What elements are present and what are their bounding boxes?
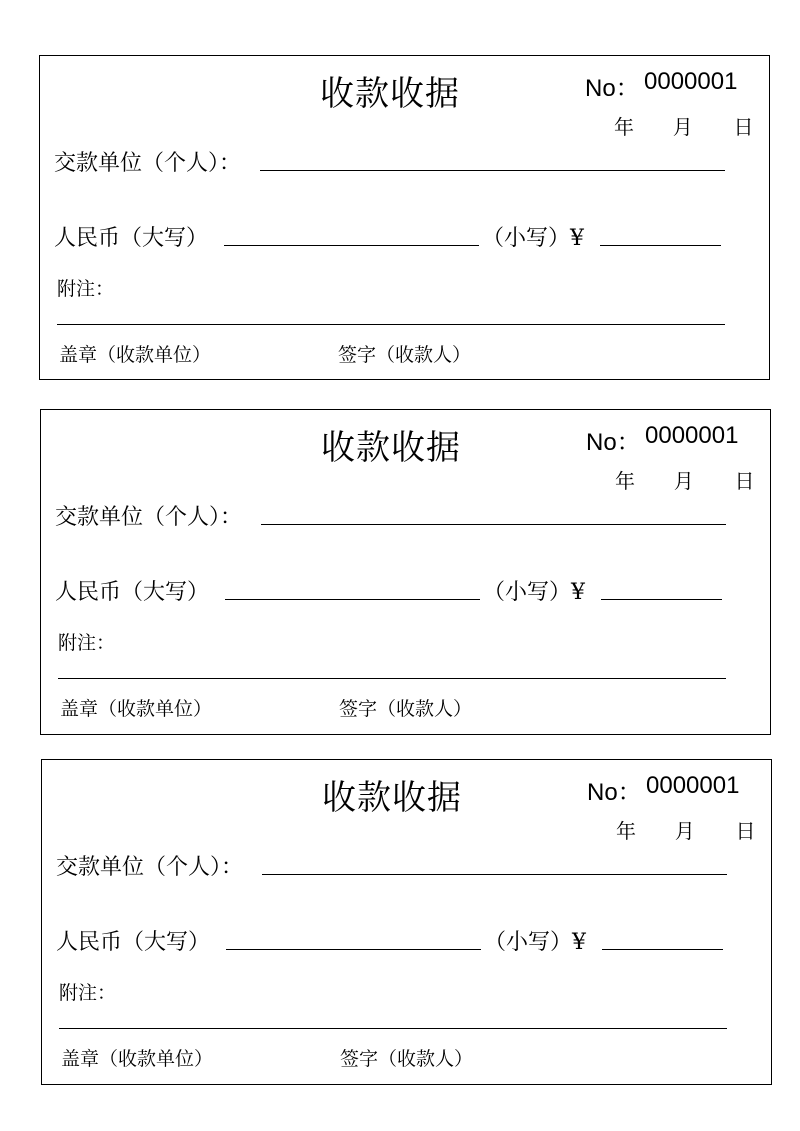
stamp-label: 盖章（收款单位） [61,1048,214,1070]
date-year-label: 年 [616,819,636,843]
amount-lower-field[interactable] [600,245,721,246]
date-day-label: 日 [733,115,754,139]
stamp-label: 盖章（收款单位） [59,344,212,366]
payer-label: 交款单位（个人）： [54,151,242,176]
date-row [615,465,754,494]
receipt-title: 收款收据 [320,74,460,114]
date-year-label: 年 [614,115,634,139]
date-year-label: 年 [615,469,635,493]
payer-field[interactable] [260,170,725,171]
receipt [41,759,772,1085]
date-row [616,815,755,844]
amount-lower-field[interactable] [601,599,722,600]
signature-label: 签字（收款人） [339,698,473,720]
receipt-title: 收款收据 [321,428,461,468]
date-row [614,111,753,140]
payer-field[interactable] [261,524,726,525]
receipt [39,55,770,380]
amount-lower-label: （小写）¥ [483,580,585,605]
signature-label: 签字（收款人） [338,344,472,366]
date-month-label: 月 [673,469,694,493]
stamp-label: 盖章（收款单位） [60,698,213,720]
note-field[interactable] [59,1028,727,1029]
date-day-label: 日 [734,469,755,493]
payer-field[interactable] [262,874,727,875]
amount-upper-label: 人民币（大写） [56,930,211,955]
receipt-number: 0000001 [645,422,739,449]
date-day-label: 日 [735,819,756,843]
receipt [40,409,771,735]
amount-lower-label: （小写）¥ [484,930,586,955]
payer-label: 交款单位（个人）： [55,505,243,530]
receipt-number: 0000001 [644,68,738,95]
amount-upper-label: 人民币（大写） [55,580,210,605]
date-month-label: 月 [672,115,693,139]
amount-upper-label: 人民币（大写） [54,226,209,251]
note-label: 附注： [57,278,115,300]
amount-upper-field[interactable] [225,599,480,600]
date-month-label: 月 [674,819,695,843]
note-label: 附注： [59,982,117,1004]
note-label: 附注： [58,632,116,654]
receipt-number: 0000001 [646,772,740,799]
receipt-number-label: No： [586,429,641,456]
receipt-title: 收款收据 [322,778,462,818]
note-field[interactable] [57,324,725,325]
receipt-number-label: No： [585,75,640,102]
amount-upper-field[interactable] [224,245,479,246]
note-field[interactable] [58,678,726,679]
amount-lower-field[interactable] [602,949,723,950]
amount-upper-field[interactable] [226,949,481,950]
payer-label: 交款单位（个人）： [56,855,244,880]
receipt-number-label: No： [587,779,642,806]
signature-label: 签字（收款人） [340,1048,474,1070]
amount-lower-label: （小写）¥ [482,226,584,251]
